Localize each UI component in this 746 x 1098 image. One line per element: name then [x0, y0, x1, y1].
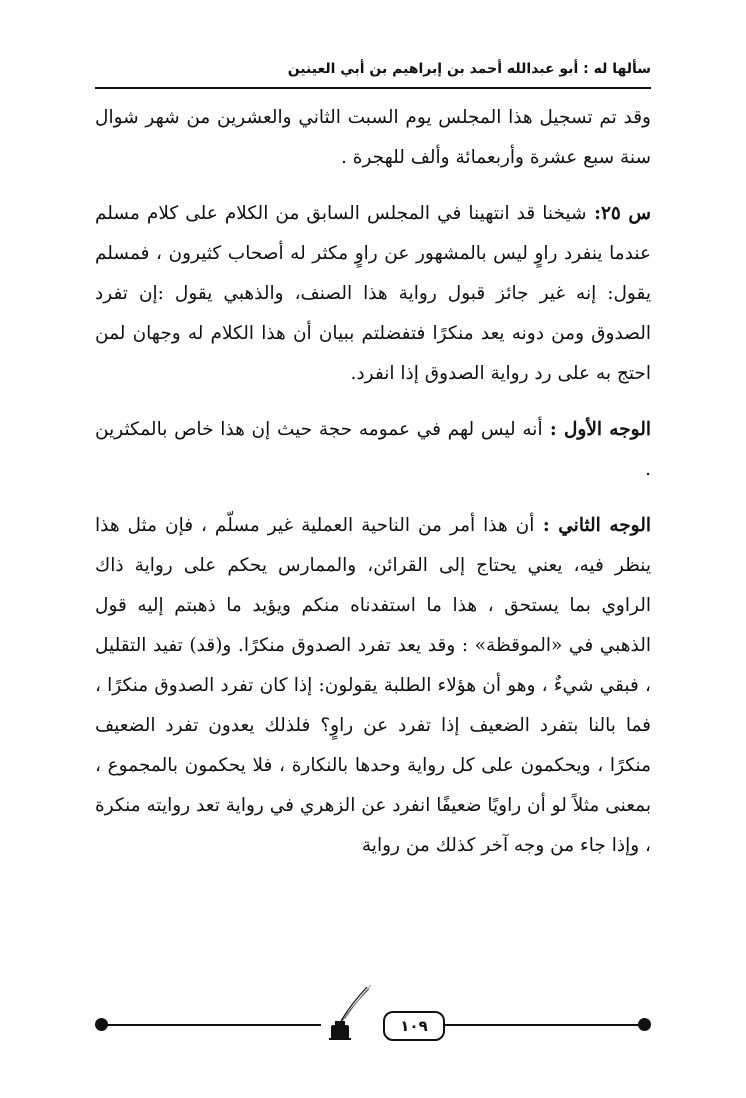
page-body — [95, 98, 651, 866]
paragraph-second-aspect — [95, 506, 651, 866]
paragraph-recording-note — [95, 98, 651, 178]
footer-left-rule — [101, 1024, 321, 1026]
aspect-heading: الوجه الثاني : — [534, 515, 652, 536]
paragraph-text: أنه ليس لهم في عمومه حجة حيث إن هذا خاص بالمكثرين . — [95, 419, 651, 480]
footer-right-dot — [638, 1018, 651, 1031]
inkwell-quill-icon — [323, 983, 373, 1041]
paragraph-question-25 — [95, 194, 651, 394]
paragraph-first-aspect — [95, 410, 651, 490]
header-divider — [95, 87, 651, 89]
page-footer — [95, 1005, 651, 1045]
question-number: س ٢٥: — [586, 203, 651, 224]
paragraph-text: شيخنا قد انتهينا في المجلس السابق من الكلام على كلام مسلم عندما ينفرد راوٍ ليس بالمشهور عن راوٍ مكثر له أصحاب كثيرون ، فمسلم يقول: إنه غير جائز قبول رواية هذا الصنف، والذهبي يقول :إن تفرد الصدوق ومن دونه يعد منكرًا فتفضلتم ببيان أن هذا الكلام له وجهان لمن احتج به على رد رواية الصدوق إذا انفرد. — [95, 203, 651, 384]
aspect-heading: الوجه الأول : — [542, 419, 651, 440]
paragraph-text: وقد تم تسجيل هذا المجلس يوم السبت الثاني والعشرين من شهر شوال سنة سبع عشرة وأربعمائة وألف للهجرة . — [95, 107, 651, 168]
footer-right-rule — [445, 1024, 645, 1026]
running-header: سألها له : أبو عبدالله أحمد بن إبراهيم بن أبي العينين — [287, 61, 651, 77]
paragraph-text: أن هذا أمر من الناحية العملية غير مسلّم ، فإن مثل هذا ينظر فيه، يعني يحتاج إلى القرائن، والممارس يحكم على رواية ذاك الراوي بما يستحق ، هذا ما استفدناه منكم ويؤيد ما ذهبتم إليه قول الذهبي في «الموقظة» : وقد يعد تفرد الصدوق منكرًا. و(قد) تفيد التقليل ، فبقي شيءٌ ، وهو أن هؤلاء الطلبة يقولون: إذا كان تفرد الصدوق منكرًا ، فما بالنا بتفرد الضعيف إذا تفرد عن راوٍ؟ فلذلك يعدون تفرد الضعيف منكرًا ، ويحكمون على كل رواية وحدها بالنكارة ، فلا يحكمون بالمجموع ، بمعنى مثلاً لو أن راويًا ضعيفًا انفرد عن الزهري في رواية تعد روايته منكرة ، وإذا جاء من وجه آخر كذلك من رواية — [95, 515, 651, 856]
page-number: ١٠٩ — [383, 1011, 445, 1041]
